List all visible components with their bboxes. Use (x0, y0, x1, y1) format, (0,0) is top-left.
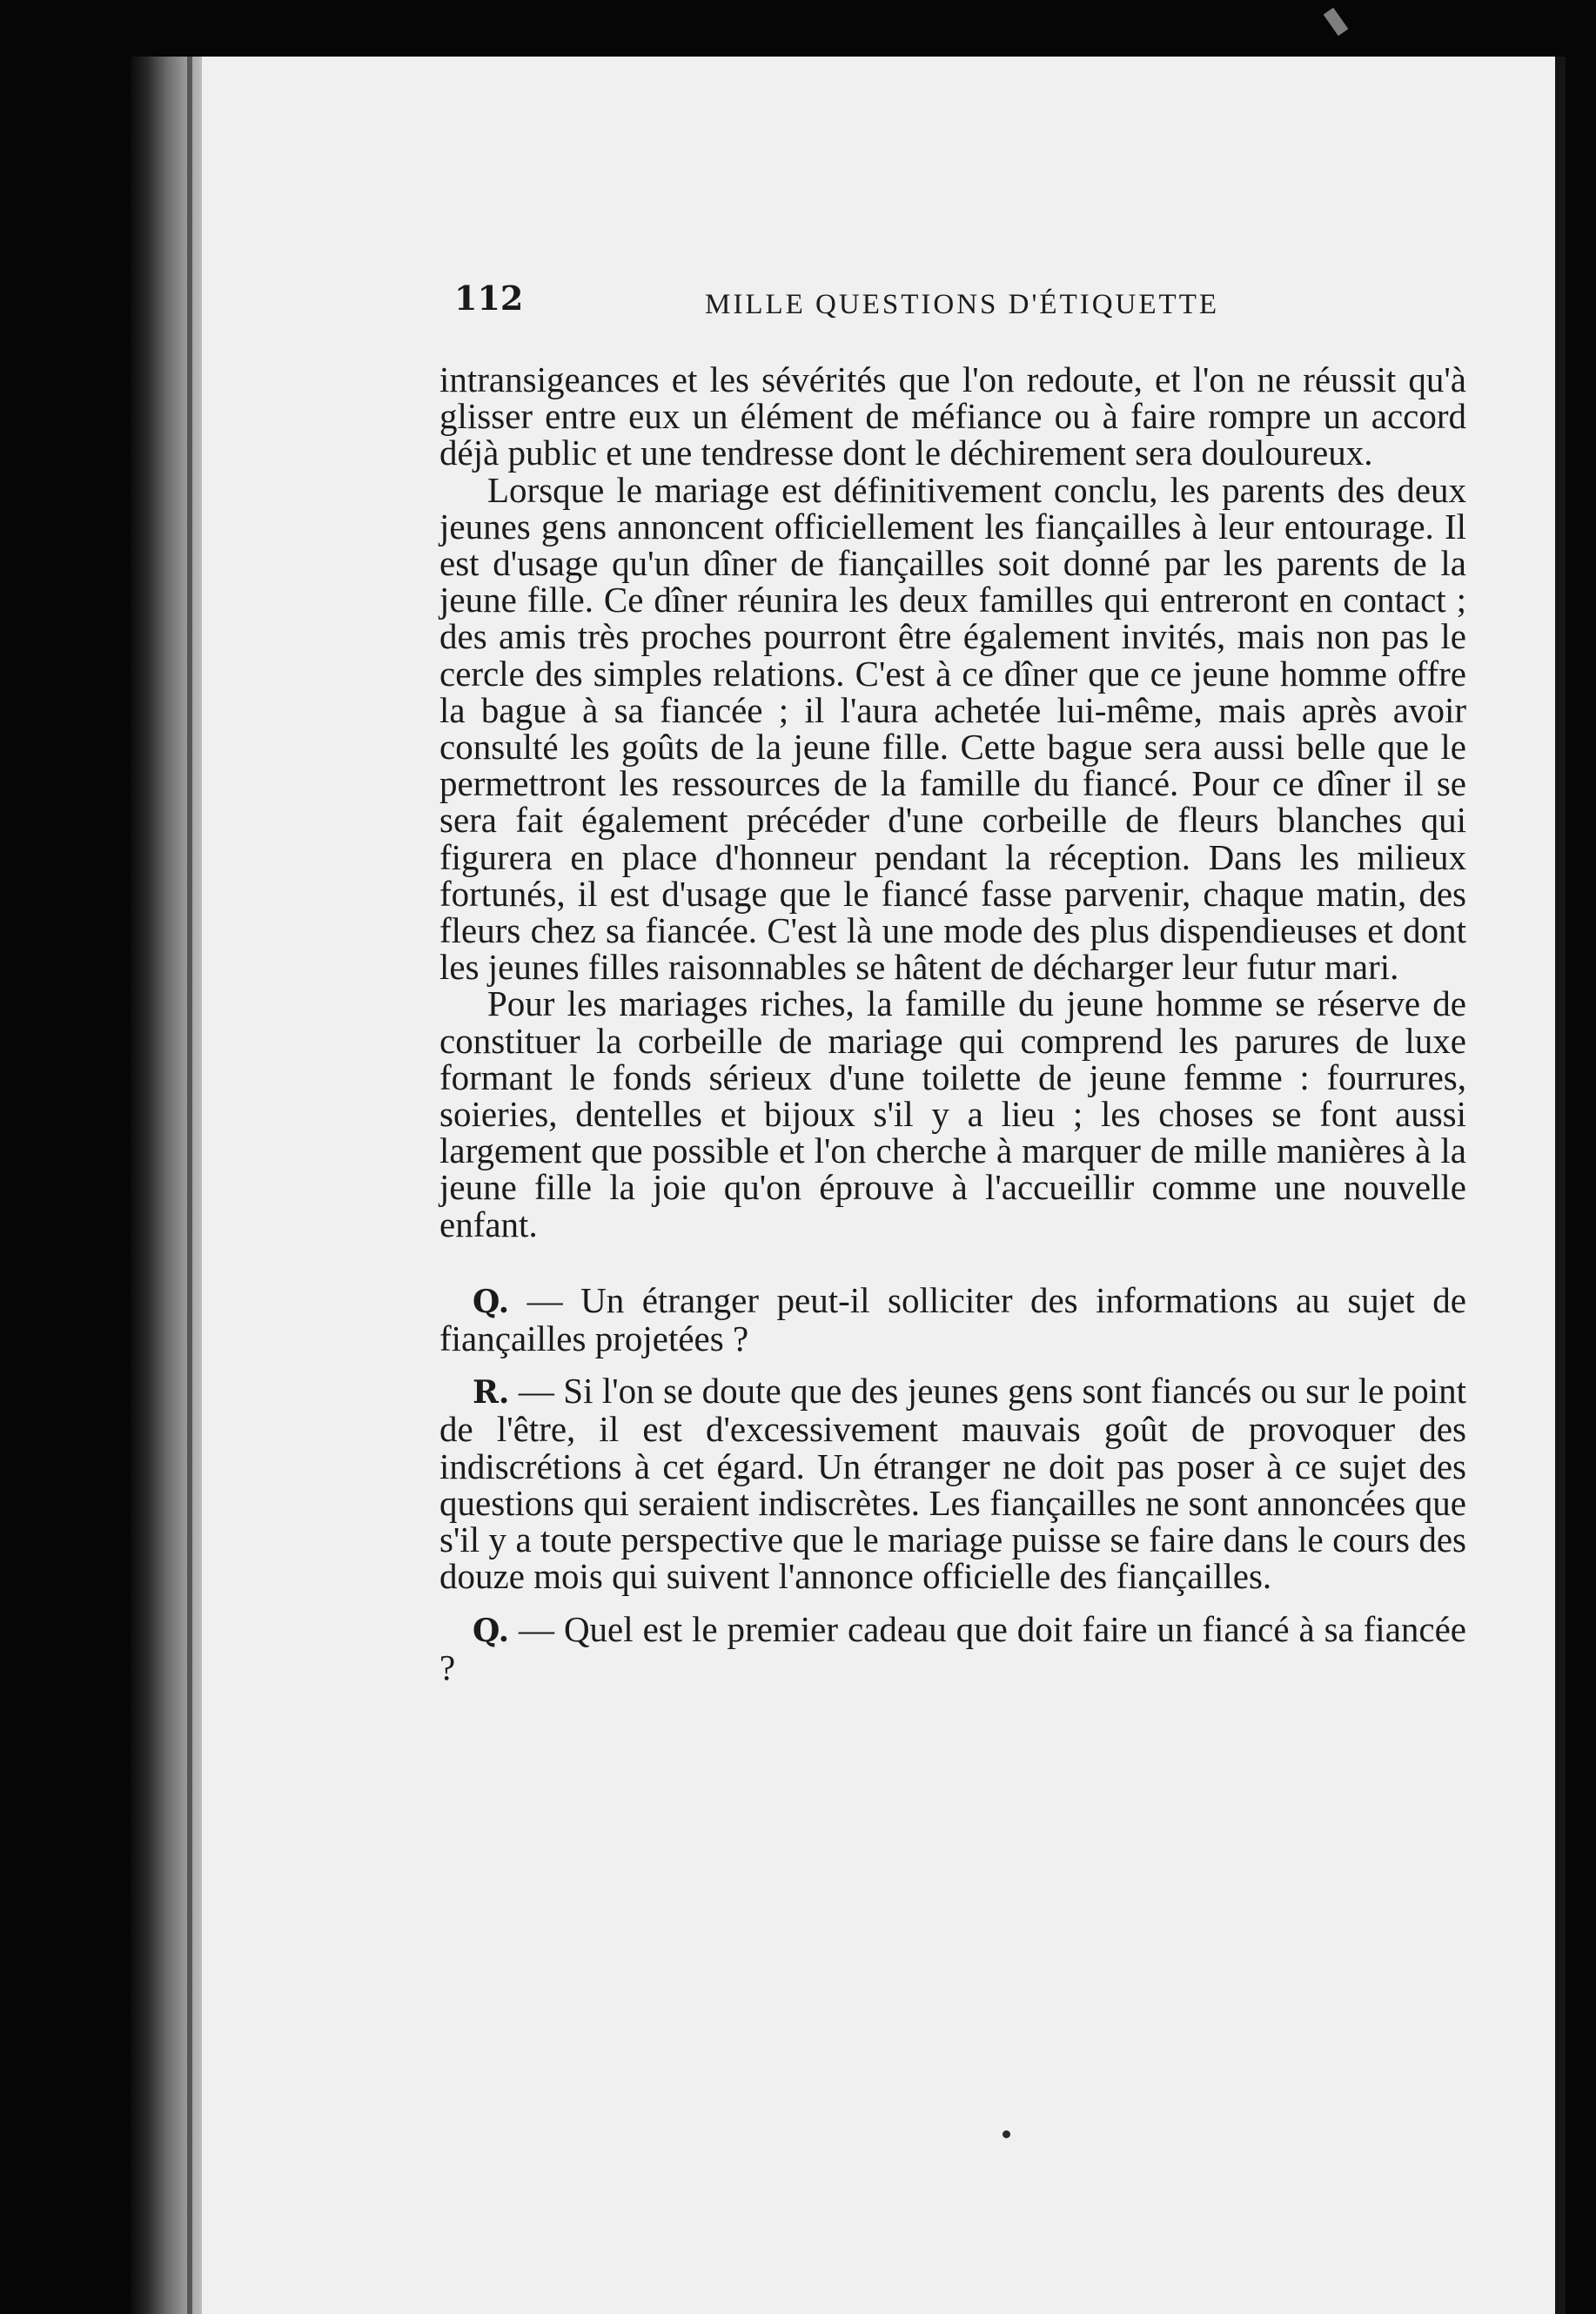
question-marker: Q. (473, 1283, 510, 1320)
question-text: — Quel est le premier cadeau que doit faire un fiancé à sa fiancée ? (439, 1608, 1466, 1687)
answer-1 (439, 1371, 1466, 1597)
question-1 (439, 1279, 1466, 1359)
question-2 (439, 1608, 1466, 1687)
page-edge (1555, 57, 1566, 2314)
binding-shadow (187, 57, 192, 2314)
paragraph-2: Lorsque le mariage est définitivement conclu, les parents des deux jeunes gens annoncent officiellement les fiançailles à leur entourage. Il est d'usage qu'un dîner de fiançailles soit donné par les parents de la jeune fille. Ce dîner réunira les deux familles qui entreront en contact ; des amis très proches pourront être également invités, mais non pas le cercle des simples relations. C'est à ce dîner que ce jeune homme offre la bague à sa fiancée ; il l'aura achetée lui-même, mais après avoir consulté les goûts de la jeune fille. Cette bague sera aussi belle que le permettront les ressources de la famille du fiancé. Pour ce dîner il se sera fait également précéder d'une corbeille de fleurs blanches qui figurera en place d'honneur pendant la réception. Dans les milieux fortunés, il est d'usage que le fiancé fasse parvenir, chaque matin, des fleurs chez sa fiancée. C'est là une mode des plus dispendieuses et dont les jeunes filles raisonnables se hâtent de décharger leur futur mari. (439, 469, 1466, 988)
running-head (454, 278, 1477, 331)
section-gap (439, 1243, 1466, 1282)
paragraph-1: intransigeances et les sévérités que l'on redoute, et l'on ne réussit qu'à glisser entre eux un élément de méfiance ou à faire rompre un accord déjà public et une tendresse dont le déchirement sera douloureux. (439, 359, 1466, 473)
paragraph-3: Pour les mariages riches, la famille du jeune homme se réserve de constituer la corbeille de mariage qui comprend les parures de luxe formant le fonds sérieux d'une toilette de jeune femme : fourrures, soieries, dentelles et bijoux s'il y a lieu ; les choses se font aussi largement que possible et l'on cherche à marquer de mille manières à la jeune fille la joie qu'on éprouve à l'accueillir comme une nouvelle enfant. (439, 983, 1466, 1244)
answer-marker: R. (473, 1374, 510, 1412)
ink-speck (1003, 2130, 1010, 2138)
answer-text: — Si l'on se doute que des jeunes gens sont fiancés ou sur le point de l'être, il est d'excessivement mauvais goût de provoquer des indiscrétions à cet égard. Un étranger ne doit pas poser à ce sujet des questions qui seraient indiscrètes. Les fiançailles ne sont annoncées que s'il y a toute perspective que le mariage puisse se faire dans le cours des douze mois qui suivent l'annonce officielle des fiançailles. (439, 1371, 1466, 1597)
running-title: MILLE QUESTIONS D'ÉTIQUETTE (705, 289, 1220, 320)
page-text (439, 361, 1466, 1686)
question-marker: Q. (473, 1612, 510, 1649)
question-text: — Un étranger peut-il solliciter des informations au sujet de fiançailles projetées ? (439, 1279, 1466, 1359)
page-number: 112 (454, 278, 524, 318)
